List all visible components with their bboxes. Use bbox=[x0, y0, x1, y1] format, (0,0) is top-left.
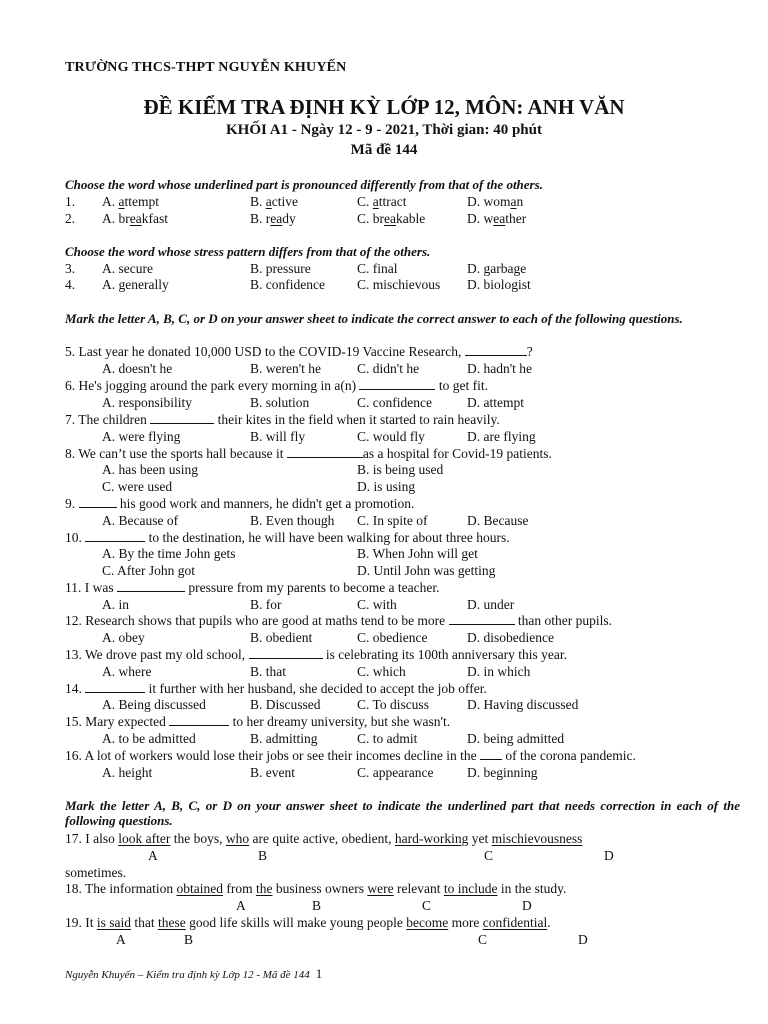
q7-option-c: C. would fly bbox=[357, 429, 425, 444]
school-name: TRƯỜNG THCS-THPT NGUYỄN KHUYẾN bbox=[65, 60, 347, 75]
q6-option-a: A. responsibility bbox=[102, 395, 192, 410]
q7-options bbox=[65, 428, 745, 445]
q13-option-c: C. which bbox=[357, 664, 406, 679]
q15-stem: 15. Mary expected to her dreamy university, but she wasn't. bbox=[65, 714, 451, 729]
q4-option-c: C. mischievous bbox=[357, 277, 441, 292]
q5-option-d: D. hadn't he bbox=[467, 361, 533, 376]
q10-option-c: C. After John got bbox=[102, 563, 195, 578]
q10-option-d: D. Until John was getting bbox=[357, 563, 496, 578]
q7-option-b: B. will fly bbox=[250, 429, 306, 444]
question-3 bbox=[65, 260, 745, 277]
q15-option-d: D. being admitted bbox=[467, 731, 565, 746]
q12-option-c: C. obedience bbox=[357, 630, 428, 645]
q2-option-c: C. breakable bbox=[357, 211, 426, 226]
q8-stem: 8. We can’t use the sports hall because it as a hospital for Covid-19 patients. bbox=[65, 446, 552, 461]
q1-option-c: C. attract bbox=[357, 194, 407, 209]
q8-option-d: D. is using bbox=[357, 479, 416, 494]
q12-stem: 12. Research shows that pupils who are good at maths tend to be more than other pupils. bbox=[65, 613, 613, 628]
q9-option-b: B. Even though bbox=[250, 513, 335, 528]
q11-option-c: C. with bbox=[357, 597, 397, 612]
q5-option-a: A. doesn't he bbox=[102, 361, 173, 376]
q5-stem: 5. Last year he donated 10,000 USD to the COVID-19 Vaccine Research, ? bbox=[65, 344, 533, 359]
q13-options bbox=[65, 663, 745, 680]
q12-option-d: D. disobedience bbox=[467, 630, 554, 645]
q9-option-c: C. In spite of bbox=[357, 513, 428, 528]
q7-option-d: D. are flying bbox=[467, 429, 536, 444]
q3-number: 3. bbox=[65, 261, 76, 276]
footer-text: Nguyễn Khuyến – Kiểm tra định kỳ Lớp 12 - Mã đề 144 bbox=[65, 969, 310, 981]
q18-label-c: C bbox=[422, 898, 432, 913]
q13-option-b: B. that bbox=[250, 664, 286, 679]
q7-option-a: A. were flying bbox=[102, 429, 181, 444]
page-footer bbox=[65, 966, 322, 982]
q14-option-a: A. Being discussed bbox=[102, 697, 206, 712]
q10-option-b: B. When John will get bbox=[357, 546, 478, 561]
q15-option-c: C. to admit bbox=[357, 731, 418, 746]
q6-stem: 6. He's jogging around the park every morning in a(n) to get fit. bbox=[65, 378, 488, 393]
q14-option-c: C. To discuss bbox=[357, 697, 429, 712]
q16-stem: 16. A lot of workers would lose their jobs or see their incomes decline in the of the corona pandemic. bbox=[65, 748, 636, 763]
q6-option-b: B. solution bbox=[250, 395, 310, 410]
q19-label-c: C bbox=[478, 932, 488, 947]
q5-option-b: B. weren't he bbox=[250, 361, 322, 376]
q15-option-a: A. to be admitted bbox=[102, 731, 196, 746]
q16-option-a: A. height bbox=[102, 765, 153, 780]
q19-label-d: D bbox=[578, 932, 588, 947]
q18-stem: 18. The information obtained from the business owners were relevant to include in the study. bbox=[65, 881, 567, 896]
q6-options bbox=[65, 394, 745, 411]
q3-option-d: D. garbage bbox=[467, 261, 527, 276]
q10-options-1 bbox=[65, 545, 745, 562]
q6-option-c: C. confidence bbox=[357, 395, 432, 410]
q12-option-a: A. obey bbox=[102, 630, 145, 645]
q8-options-1 bbox=[65, 461, 745, 478]
q11-stem: 11. I was pressure from my parents to become a teacher. bbox=[65, 580, 440, 595]
q19-label-b: B bbox=[184, 932, 194, 947]
q9-stem: 9. his good work and manners, he didn't get a promotion. bbox=[65, 496, 415, 511]
q13-option-d: D. in which bbox=[467, 664, 531, 679]
q11-option-b: B. for bbox=[250, 597, 282, 612]
q14-option-b: B. Discussed bbox=[250, 697, 321, 712]
q16-options bbox=[65, 764, 745, 781]
q18-label-a: A bbox=[236, 898, 246, 913]
q17-label-c: C bbox=[484, 848, 494, 863]
q18-label-d: D bbox=[522, 898, 532, 913]
q2-option-a: A. breakfast bbox=[102, 211, 168, 226]
section2-instruction: Choose the word whose stress pattern differs from that of the others. bbox=[65, 244, 431, 259]
page-number: 1 bbox=[315, 966, 323, 981]
q14-options bbox=[65, 696, 745, 713]
q5-option-c: C. didn't he bbox=[357, 361, 420, 376]
q8-options-2 bbox=[65, 478, 745, 495]
q4-option-b: B. confidence bbox=[250, 277, 325, 292]
q4-option-a: A. generally bbox=[102, 277, 169, 292]
q11-option-d: D. under bbox=[467, 597, 515, 612]
q12-options bbox=[65, 629, 745, 646]
q10-options-2 bbox=[65, 562, 745, 579]
q1-option-d: D. woman bbox=[467, 194, 524, 209]
exam-title: ĐỀ KIỂM TRA ĐỊNH KỲ LỚP 12, MÔN: ANH VĂN bbox=[143, 95, 625, 119]
q13-option-a: A. where bbox=[102, 664, 152, 679]
q1-number: 1. bbox=[65, 194, 76, 209]
q2-option-d: D. weather bbox=[467, 211, 527, 226]
question-1 bbox=[65, 193, 745, 210]
q16-option-b: B. event bbox=[250, 765, 295, 780]
q17-label-d: D bbox=[604, 848, 614, 863]
q17-continuation: sometimes. bbox=[65, 865, 127, 880]
q14-option-d: D. Having discussed bbox=[467, 697, 579, 712]
q7-stem: 7. The children their kites in the field when it started to rain heavily. bbox=[65, 412, 500, 427]
q11-options bbox=[65, 596, 745, 613]
q18-label-b: B bbox=[312, 898, 322, 913]
q8-option-c: C. were used bbox=[102, 479, 173, 494]
q9-option-d: D. Because bbox=[467, 513, 529, 528]
q17-stem: 17. I also look after the boys, who are quite active, obedient, hard-working yet mischievousness bbox=[65, 831, 583, 846]
q3-option-a: A. secure bbox=[102, 261, 153, 276]
q8-option-b: B. is being used bbox=[357, 462, 444, 477]
exam-code: Mã đề 144 bbox=[350, 142, 418, 158]
q8-option-a: A. has been using bbox=[102, 462, 198, 477]
exam-subtitle: KHỐI A1 - Ngày 12 - 9 - 2021, Thời gian: 40 phút bbox=[226, 122, 542, 138]
q17-label-a: A bbox=[148, 848, 158, 863]
question-2 bbox=[65, 210, 745, 227]
q13-stem: 13. We drove past my old school, is celebrating its 100th anniversary this year. bbox=[65, 647, 567, 662]
q1-option-b: B. active bbox=[250, 194, 299, 209]
q3-option-c: C. final bbox=[357, 261, 398, 276]
q10-stem: 10. to the destination, he will have been walking for about three hours. bbox=[65, 530, 510, 545]
q11-option-a: A. in bbox=[102, 597, 129, 612]
q9-options bbox=[65, 512, 745, 529]
q6-option-d: D. attempt bbox=[467, 395, 524, 410]
q1-option-a: A. attempt bbox=[102, 194, 159, 209]
q15-option-b: B. admitting bbox=[250, 731, 318, 746]
q9-option-a: A. Because of bbox=[102, 513, 179, 528]
q17-label-b: B bbox=[258, 848, 268, 863]
q10-option-a: A. By the time John gets bbox=[102, 546, 236, 561]
q16-option-c: C. appearance bbox=[357, 765, 434, 780]
section1-instruction: Choose the word whose underlined part is pronounced differently from that of the others. bbox=[65, 177, 543, 192]
q15-options bbox=[65, 730, 745, 747]
q14-stem: 14. it further with her husband, she decided to accept the job offer. bbox=[65, 681, 487, 696]
q12-option-b: B. obedient bbox=[250, 630, 313, 645]
q2-number: 2. bbox=[65, 211, 76, 226]
q2-option-b: B. ready bbox=[250, 211, 296, 226]
q4-option-d: D. biologist bbox=[467, 277, 531, 292]
section3-instruction: Mark the letter A, B, C, or D on your answer sheet to indicate the correct answer to each of the following questions. bbox=[65, 311, 683, 326]
question-4 bbox=[65, 276, 745, 293]
q19-label-a: A bbox=[116, 932, 126, 947]
q4-number: 4. bbox=[65, 277, 76, 292]
q16-option-d: D. beginning bbox=[467, 765, 538, 780]
section4-instruction: Mark the letter A, B, C, or D on your answer sheet to indicate the underlined part that needs correction in each of the following questions. bbox=[65, 798, 740, 828]
q19-stem: 19. It is said that these good life skills will make young people become more confidential. bbox=[65, 915, 551, 930]
q5-options bbox=[65, 360, 745, 377]
q3-option-b: B. pressure bbox=[250, 261, 311, 276]
